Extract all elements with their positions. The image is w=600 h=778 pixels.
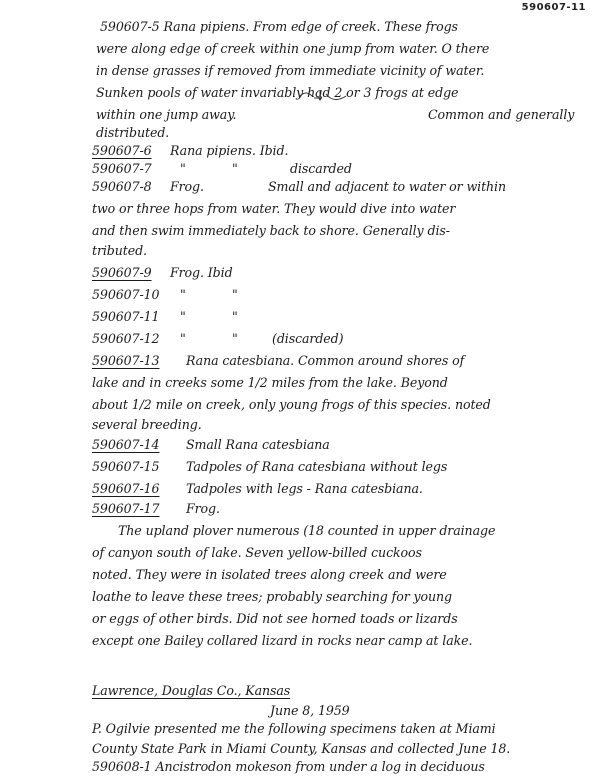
note-line-column: Rana catesbiana. Common around shores of [186, 353, 465, 368]
note-line-text: 590607-15 [92, 459, 160, 474]
note-line-text: 590607-5 Rana pipiens. From edge of creek. These frogs [100, 19, 458, 34]
note-line [0, 328, 600, 350]
note-line-column: (discarded) [272, 331, 344, 346]
note-line-text: of canyon south of lake. Seven yellow-billed cuckoos [92, 545, 422, 560]
note-line-text: 590607-13 [92, 353, 160, 368]
note-line [0, 434, 600, 456]
note-line-column: " [180, 161, 186, 176]
note-line-text: about 1/2 mile on creek, only young frogs of this species. noted [92, 397, 491, 412]
note-line [0, 680, 600, 702]
note-line-text: noted. They were in isolated trees along creek and were [92, 567, 447, 582]
note-line [0, 262, 600, 284]
note-line-text: within one jump away. [96, 107, 237, 122]
note-line [0, 718, 600, 740]
note-line-text: 590607-17 [92, 501, 160, 516]
note-line-column: " [232, 287, 238, 302]
note-line-text: several breeding. [92, 417, 202, 432]
note-line-text: 590608-1 Ancistrodon mokeson from under a log in deciduous [92, 759, 485, 774]
note-line-text: 590607-11 [92, 309, 160, 324]
note-line-column: discarded [290, 161, 352, 176]
note-line [0, 520, 600, 542]
note-line-text: except one Bailey collared lizard in rocks near camp at lake. [92, 633, 473, 648]
note-line-text: tributed. [92, 243, 147, 258]
note-line-text: 590607-14 [92, 437, 160, 452]
note-line-text: 590607-6 [92, 143, 152, 158]
note-line [0, 456, 600, 478]
note-line-column: Frog. [170, 179, 204, 194]
note-line [0, 16, 600, 38]
note-line [0, 350, 600, 372]
note-line [0, 240, 600, 262]
note-line-text: Lawrence, Douglas Co., Kansas [92, 683, 291, 698]
note-line-text: lake and in creeks some 1/2 miles from the lake. Beyond [92, 375, 448, 390]
note-line-column: Tadpoles with legs - Rana catesbiana. [186, 481, 423, 496]
note-line-text: 590607-7 [92, 161, 152, 176]
note-line-text: 590607-16 [92, 481, 160, 496]
note-line-column: " [232, 309, 238, 324]
note-line-column: Frog. [186, 501, 220, 516]
note-line-text: 590607-8 [92, 179, 152, 194]
note-line-text: or eggs of other birds. Did not see horned toads or lizards [92, 611, 458, 626]
note-line-text: Sunken pools of water invariably had 2 or 3 frogs at edge [96, 85, 459, 100]
note-line [0, 394, 600, 416]
note-line [0, 564, 600, 586]
note-line [0, 414, 600, 436]
note-line-text: loathe to leave these trees; probably searching for young [92, 589, 452, 604]
note-line [0, 630, 600, 652]
note-line-column: " [180, 287, 186, 302]
note-line [0, 498, 600, 520]
note-line [0, 220, 600, 242]
note-line-text: were along edge of creek within one jump from water. O there [96, 41, 490, 56]
note-line-text: The upland plover numerous (18 counted in upper drainage [118, 523, 496, 538]
note-line-text: in dense grasses if removed from immediate vicinity of water. [96, 63, 485, 78]
note-line [0, 284, 600, 306]
note-line-column: Small Rana catesbiana [186, 437, 330, 452]
note-line-text: and then swim immediately back to shore. Generally dis- [92, 223, 450, 238]
note-line [0, 38, 600, 60]
page-id: 590607-11 [521, 2, 586, 13]
note-line [0, 198, 600, 220]
note-line-column: Frog. Ibid [170, 265, 233, 280]
note-line-column: Tadpoles of Rana catesbiana without legs [186, 459, 448, 474]
note-line-text: 590607-9 [92, 265, 152, 280]
note-line-text: County State Park in Miami County, Kansas and collected June 18. [92, 741, 511, 756]
note-line-text: 590607-10 [92, 287, 160, 302]
note-line [0, 60, 600, 82]
note-line [0, 176, 600, 198]
note-line-column: Small and adjacent to water or within [268, 179, 506, 194]
note-line-text: two or three hops from water. They would dive into water [92, 201, 456, 216]
note-line [0, 542, 600, 564]
note-line-text: P. Ogilvie presented me the following specimens taken at Miami [92, 721, 496, 736]
note-line [0, 586, 600, 608]
note-line-column: " [232, 331, 238, 346]
note-line [0, 756, 600, 778]
note-line-column: " [180, 309, 186, 324]
note-line-column: " [180, 331, 186, 346]
note-line-column: " [232, 161, 238, 176]
note-line [0, 478, 600, 500]
margin-sketch-icon [296, 88, 356, 110]
note-line [0, 372, 600, 394]
note-line [0, 306, 600, 328]
note-line [0, 608, 600, 630]
note-line-text: 590607-12 [92, 331, 160, 346]
note-line-column: Common and generally [428, 107, 575, 122]
note-line-column: Rana pipiens. Ibid. [170, 143, 289, 158]
note-line-text: June 8, 1959 [270, 703, 350, 718]
note-line-text: distributed. [96, 125, 170, 140]
